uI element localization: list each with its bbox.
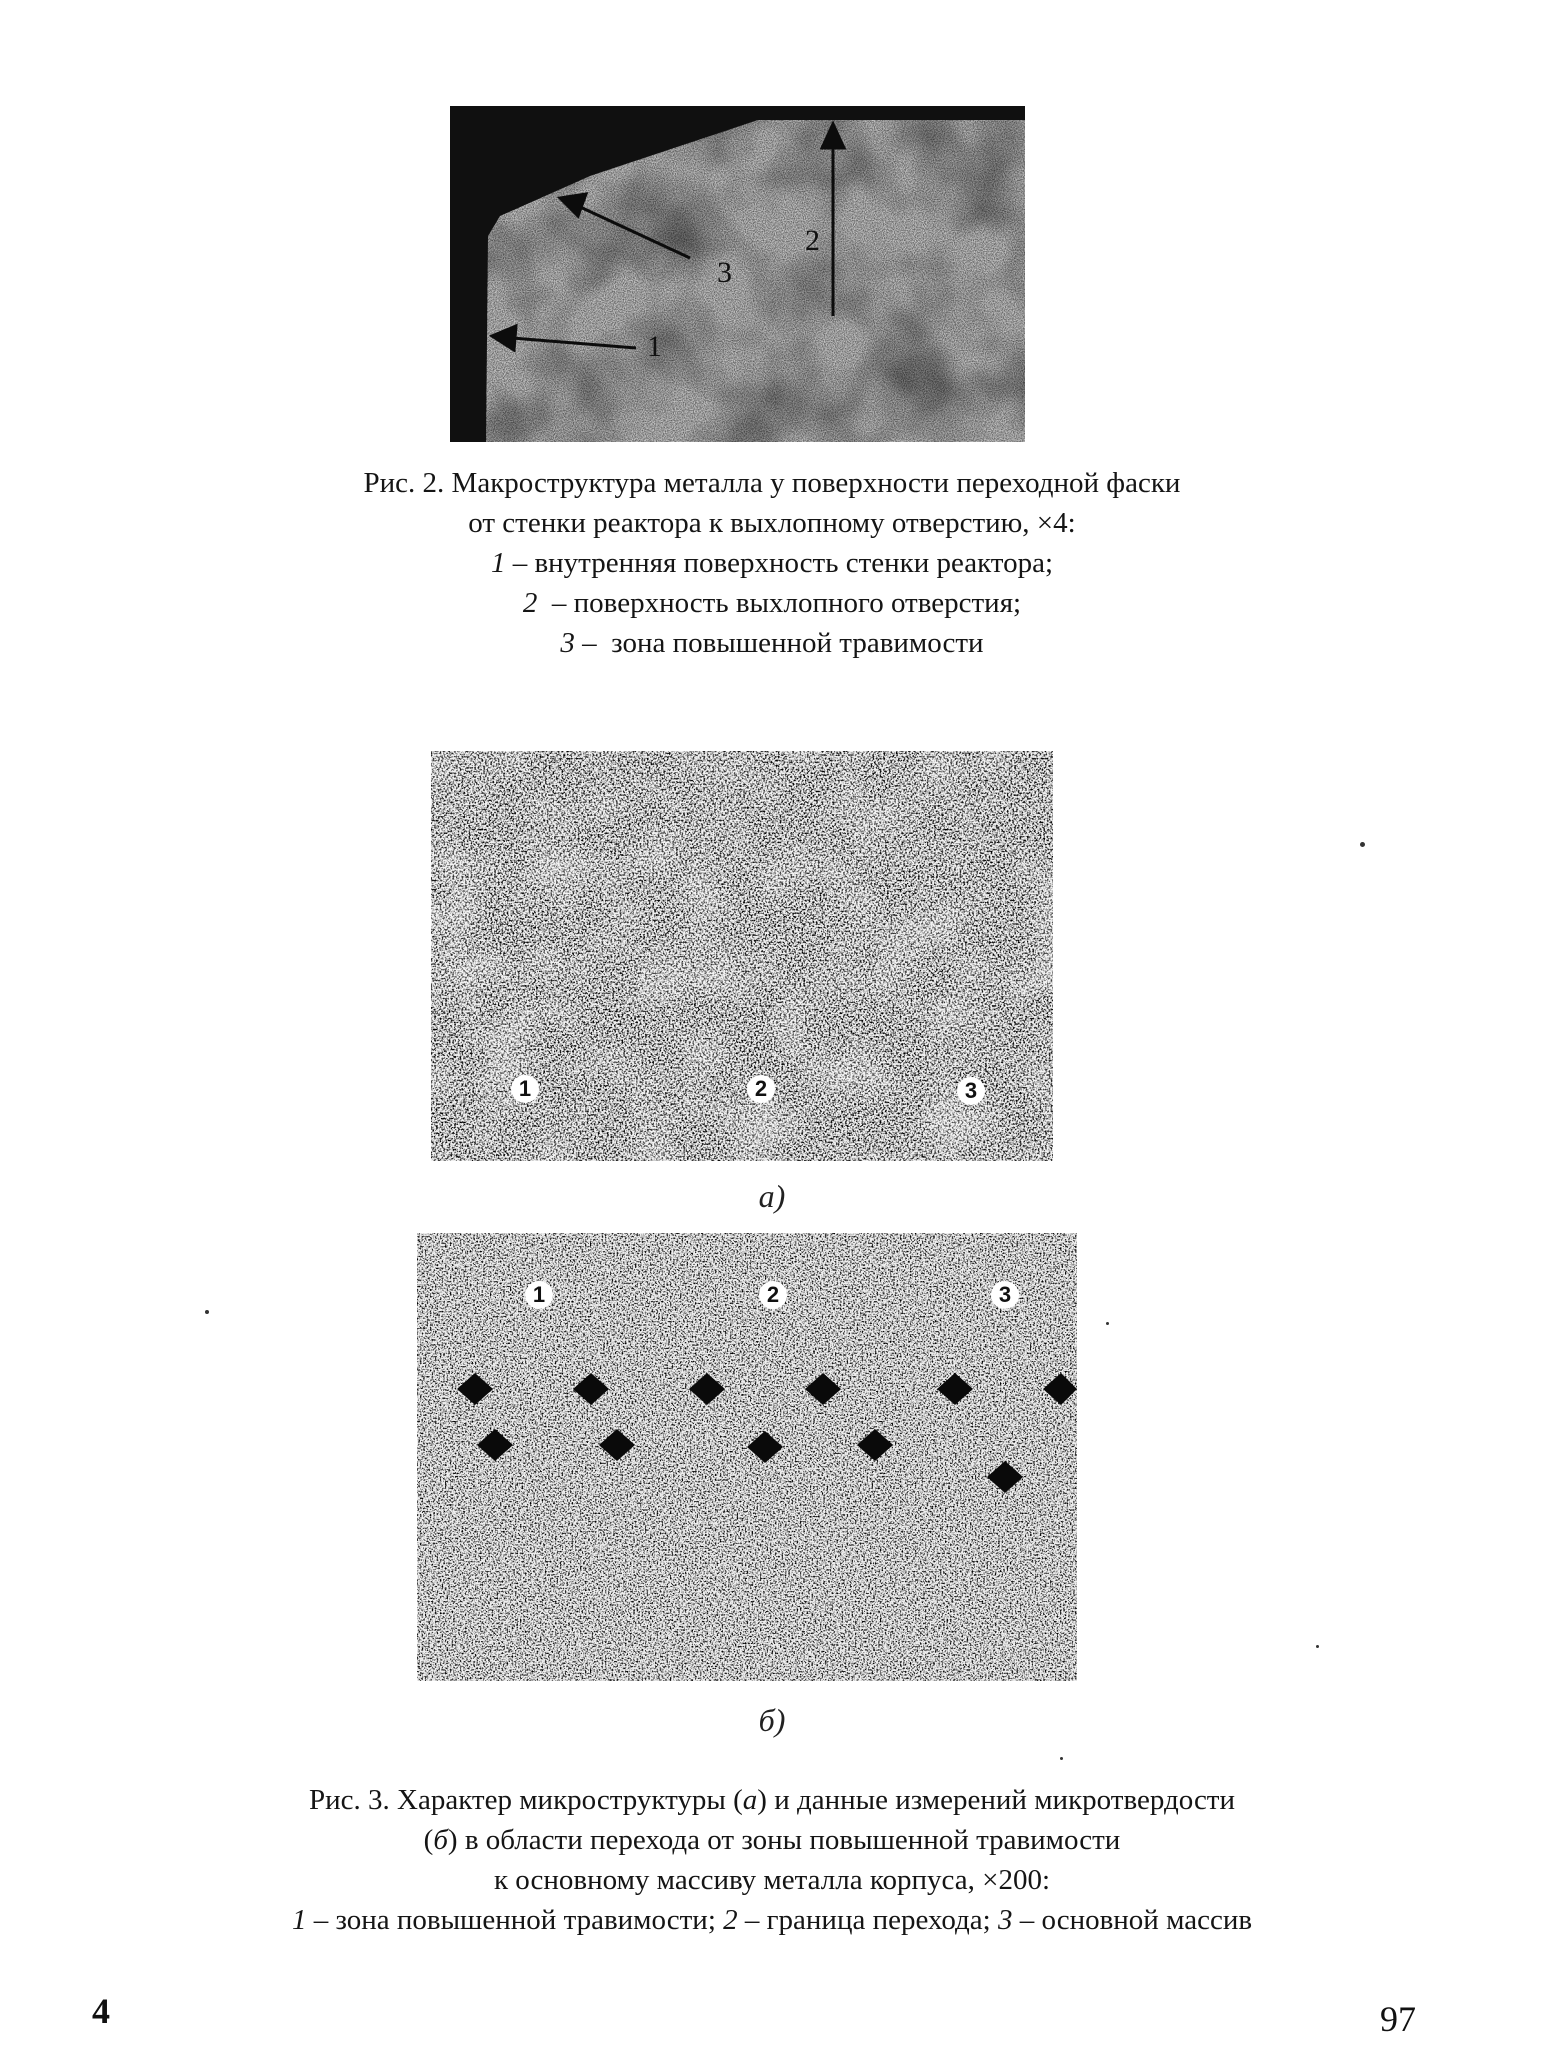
figure-2-caption-line1: Рис. 2. Макроструктура металла у поверхности переходной фаски (363, 467, 1181, 499)
figure-3-caption-line3: к основному массиву металла корпуса, ×200: (493, 1864, 1051, 1896)
figure-3-caption-line1: Рис. 3. Характер микроструктуры (а) и данные измерений микротвердости (308, 1784, 1236, 1816)
scan-speck (1106, 1322, 1109, 1325)
figure-2-caption (0, 463, 1544, 663)
marker-b-2: 2 (759, 1281, 787, 1309)
figure-2-caption-item2: 2 – поверхность выхлопного отверстия; (522, 587, 1022, 619)
figure-2-caption-item1: 1 – внутренняя поверхность стенки реактора; (490, 547, 1054, 579)
page-number-right: 97 (1380, 1999, 1416, 2039)
figure-3b-label: б) (758, 1702, 786, 1738)
marker-b-3: 3 (991, 1281, 1019, 1309)
figure-3-caption-line4: 1 – зона повышенной травимости; 2 – граница перехода; 3 – основной массив (291, 1904, 1253, 1936)
figure-3a-label: а) (758, 1178, 786, 1214)
scan-speck (1360, 842, 1365, 847)
marker-b-1: 1 (525, 1281, 553, 1309)
arrow-1-head (492, 326, 516, 350)
figure-2-photo (450, 106, 1025, 442)
figure-3a-photo (431, 751, 1053, 1161)
scan-speck (205, 1310, 209, 1314)
figure-3b-photo (417, 1233, 1077, 1681)
marker-2: 2 (805, 224, 820, 257)
figure-2-caption-line2: от стенки реактора к выхлопному отверстию, ×4: (468, 507, 1076, 539)
marker-a-2: 2 (747, 1075, 775, 1103)
arrow-2-head (822, 124, 844, 148)
marker-3: 3 (717, 256, 732, 289)
marker-a-3: 3 (957, 1077, 985, 1105)
arrow-3 (578, 206, 690, 258)
arrow-1 (512, 338, 636, 348)
figure-3-caption (0, 1780, 1544, 1940)
marker-1: 1 (647, 330, 662, 363)
marker-a-1: 1 (511, 1075, 539, 1103)
page-number-left: 4 (92, 1991, 110, 2031)
arrow-3-head (560, 194, 586, 216)
scan-speck (1316, 1645, 1319, 1648)
scan-speck (1060, 1757, 1063, 1760)
figure-2-caption-item3: 3 – зона повышенной травимости (560, 627, 984, 659)
figure-3-caption-line2: (б) в области перехода от зоны повышенной травимости (423, 1824, 1121, 1856)
